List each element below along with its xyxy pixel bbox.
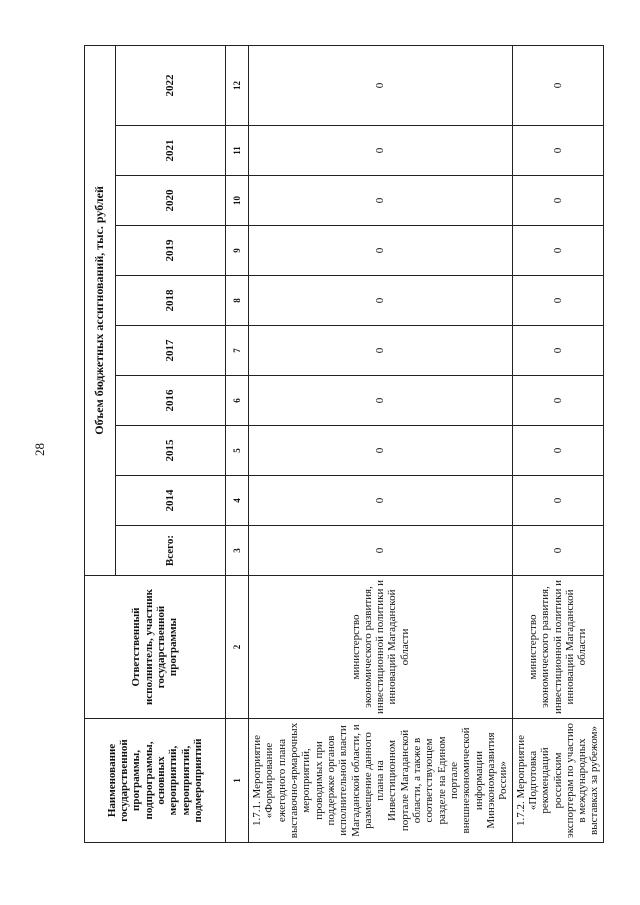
row-executor: министерство экономического развития, инвестиционной политики и инноваций Магаданской области xyxy=(249,576,513,719)
row-value: 0 xyxy=(249,426,513,476)
column-number: 3 xyxy=(226,526,249,576)
header-year: 2016 xyxy=(116,376,226,426)
header-executor: Ответственный исполнитель, участник государственной программы xyxy=(85,576,226,719)
row-value: 0 xyxy=(512,126,603,176)
header-name: Наименование государственной программы, подпрограммы, основных мероприятий, мероприятий, подмероприятий xyxy=(85,719,226,843)
column-number-row xyxy=(226,45,249,842)
column-number: 11 xyxy=(226,126,249,176)
row-value: 0 xyxy=(512,226,603,276)
table-row xyxy=(512,45,603,842)
row-name: 1.7.2. Мероприятие «Подготовка рекомендаций российским экспортерам по участию в международных выставках за рубежом» xyxy=(512,719,603,843)
row-value: 0 xyxy=(512,326,603,376)
header-year: 2017 xyxy=(116,326,226,376)
page-number: 28 xyxy=(32,443,47,456)
row-value: 0 xyxy=(512,476,603,526)
budget-table-sheet xyxy=(84,46,601,843)
header-year: 2019 xyxy=(116,226,226,276)
header-row-group xyxy=(85,45,116,842)
row-value: 0 xyxy=(512,526,603,576)
column-number: 10 xyxy=(226,176,249,226)
header-year: 2018 xyxy=(116,276,226,326)
column-number: 2 xyxy=(226,576,249,719)
row-value: 0 xyxy=(512,426,603,476)
row-value: 0 xyxy=(249,526,513,576)
column-number: 7 xyxy=(226,326,249,376)
header-year: 2014 xyxy=(116,476,226,526)
column-number: 9 xyxy=(226,226,249,276)
row-value: 0 xyxy=(249,126,513,176)
column-number: 6 xyxy=(226,376,249,426)
header-year: 2015 xyxy=(116,426,226,476)
column-number: 5 xyxy=(226,426,249,476)
column-number: 8 xyxy=(226,276,249,326)
column-number: 1 xyxy=(226,719,249,843)
header-budget-group: Объем бюджетных ассигнований, тыс. рублей xyxy=(85,45,116,575)
table-row xyxy=(249,45,513,842)
row-value: 0 xyxy=(249,276,513,326)
row-value: 0 xyxy=(512,176,603,226)
row-value: 0 xyxy=(249,45,513,125)
row-value: 0 xyxy=(249,476,513,526)
budget-allocation-table xyxy=(84,45,604,843)
row-value: 0 xyxy=(512,376,603,426)
row-value: 0 xyxy=(249,326,513,376)
row-executor: министерство экономического развития, инвестиционной политики и инноваций Магаданской области xyxy=(512,576,603,719)
row-value: 0 xyxy=(249,176,513,226)
row-value: 0 xyxy=(249,376,513,426)
column-number: 12 xyxy=(226,45,249,125)
row-value: 0 xyxy=(249,226,513,276)
header-year: 2020 xyxy=(116,176,226,226)
header-year: 2021 xyxy=(116,126,226,176)
column-number: 4 xyxy=(226,476,249,526)
header-total: Всего: xyxy=(116,526,226,576)
row-value: 0 xyxy=(512,276,603,326)
header-year: 2022 xyxy=(116,45,226,125)
row-value: 0 xyxy=(512,45,603,125)
row-name: 1.7.1. Мероприятие «Формирование ежегодного плана выставочно-ярмарочных мероприятий, проводимых при поддержке органов исполнительной власти Магаданской области, и размещение данного плана на Инвестиционном портале Магаданской области, а также в соответствующем разделе на Едином портале внешнеэкономической информации Минэкономразвития России» xyxy=(249,719,513,843)
